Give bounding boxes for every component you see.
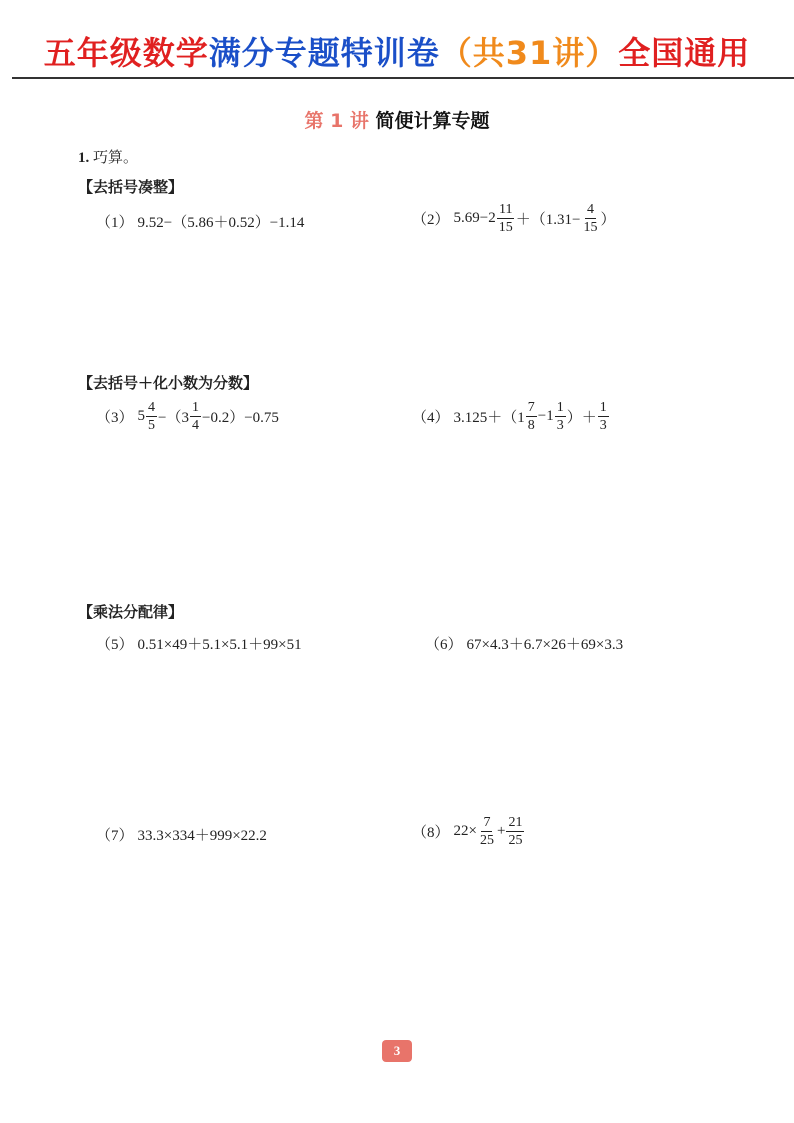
problem-label: （1） — [96, 215, 134, 231]
question-heading — [78, 146, 138, 167]
lesson-number: 第 1 讲 — [304, 110, 369, 132]
problem-label: （5） — [96, 637, 134, 653]
fraction — [146, 399, 157, 434]
numerator: 1 — [599, 400, 607, 415]
denominator: 15 — [583, 220, 598, 235]
fraction — [190, 399, 201, 434]
denominator: 3 — [556, 418, 564, 433]
expression-part: 5 — [137, 408, 146, 424]
denominator: 8 — [527, 418, 535, 433]
problem-label: （3） — [96, 410, 134, 426]
question-number: 1. — [78, 150, 90, 166]
fraction — [478, 814, 496, 849]
fraction — [497, 201, 515, 236]
problem-5 — [96, 633, 302, 654]
expression-part: ＋（1.31− — [515, 212, 581, 228]
header-divider — [12, 77, 794, 79]
denominator: 3 — [599, 418, 607, 433]
problem-2 — [412, 201, 615, 236]
expression-part: 3.125＋（1 — [453, 410, 525, 426]
section-title-distributive-law: 【乘法分配律】 — [78, 603, 184, 621]
question-instruction: 巧算。 — [93, 148, 139, 166]
header-region: 全国通用 — [618, 34, 751, 72]
lesson-title — [0, 106, 794, 133]
expression-part: 5.69−2 — [453, 210, 496, 226]
problem-expression: 9.52−（5.86＋0.52）−1.14 — [137, 215, 305, 231]
expression-part: ） — [600, 212, 616, 228]
document-header-title — [0, 30, 794, 76]
numerator: 4 — [148, 400, 156, 415]
page-number-badge: 3 — [382, 1040, 412, 1062]
problem-expression: 33.3×334＋999×22.2 — [137, 828, 267, 844]
fraction — [526, 399, 537, 434]
problem-8 — [412, 814, 525, 849]
problem-1 — [96, 211, 304, 232]
problem-6 — [425, 633, 623, 654]
numerator: 4 — [586, 202, 594, 217]
problem-7 — [96, 824, 267, 845]
section-title-decimals-to-fractions: 【去括号＋化小数为分数】 — [78, 374, 259, 392]
header-lesson-count: （共31讲） — [439, 34, 619, 72]
lesson-name: 简便计算专题 — [375, 110, 490, 132]
numerator: 1 — [191, 400, 199, 415]
expression-part: 22× — [453, 823, 477, 839]
problem-3 — [96, 399, 279, 434]
problem-expression: 67×4.3＋6.7×26＋69×3.3 — [466, 637, 624, 653]
problem-4 — [412, 399, 610, 434]
numerator: 11 — [498, 202, 513, 217]
denominator: 25 — [508, 833, 523, 848]
fraction — [506, 814, 524, 849]
numerator: 21 — [508, 815, 523, 830]
denominator: 25 — [479, 833, 494, 848]
fraction — [581, 201, 599, 236]
expression-part: −1 — [537, 408, 554, 424]
problem-expression: 0.51×49＋5.1×5.1＋99×51 — [137, 637, 302, 653]
problem-label: （8） — [412, 825, 450, 841]
numerator: 1 — [556, 400, 564, 415]
problem-label: （4） — [412, 410, 450, 426]
expression-part: ）＋ — [566, 410, 597, 426]
expression-part: + — [496, 823, 506, 839]
fraction — [598, 399, 609, 434]
denominator: 15 — [498, 220, 513, 235]
header-grade-subject: 五年级数学 — [43, 34, 209, 72]
header-series-name: 满分专题特训卷 — [208, 34, 440, 72]
denominator: 4 — [191, 418, 199, 433]
numerator: 7 — [527, 400, 535, 415]
expression-part: −0.2）−0.75 — [201, 410, 279, 426]
problem-label: （7） — [96, 828, 134, 844]
problem-label: （2） — [412, 212, 450, 228]
fraction — [555, 399, 566, 434]
section-title-remove-parentheses: 【去括号凑整】 — [78, 178, 184, 196]
expression-part: −（3 — [158, 410, 189, 426]
denominator: 5 — [148, 418, 156, 433]
problem-label: （6） — [425, 637, 463, 653]
numerator: 7 — [483, 815, 491, 830]
